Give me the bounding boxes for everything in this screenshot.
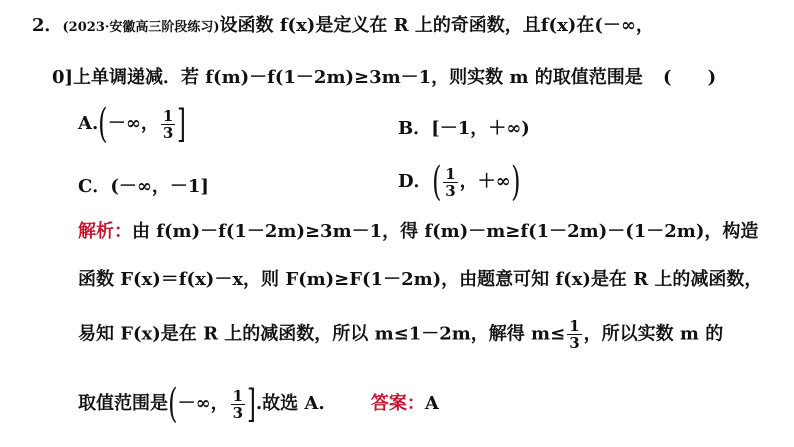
option-c-label: C．	[78, 176, 111, 197]
option-a-left-text: －∞，	[107, 113, 159, 134]
option-b	[398, 114, 530, 140]
solution-text-4a: 取值范围是	[78, 393, 168, 414]
solution-line-3-fraction-num: 1	[569, 317, 580, 335]
option-a-fraction-num: 1	[162, 106, 174, 125]
solution-text-1: 由 f(m)－f(1－2m)≥3m－1，得 f(m)－m≥f(1－2m)－(1－2m)，构造	[132, 221, 759, 242]
option-c-text: (－∞，－1]	[110, 176, 209, 197]
solution-line-3	[78, 318, 723, 351]
solution-text-3a: 易知 F(x)是在 R 上的减函数，所以 m≤1－2m，解得 m≤	[78, 323, 566, 345]
solution-line-4	[78, 381, 439, 427]
answer-blank: ( )	[663, 67, 717, 88]
option-b-label: B．	[398, 118, 432, 139]
option-d-right-paren: )	[510, 159, 521, 205]
solution-line-1	[78, 220, 758, 244]
solution-text-3b: ，所以实数 m 的	[583, 323, 724, 345]
solution-text-2: 函数 F(x)＝f(x)－x，则 F(m)≥F(1－2m)，由题意可知 f(x)是在 R 上的减函数，	[78, 269, 763, 290]
question-text-1: 设函数 f(x)是定义在 R 上的奇函数，且f(x)在(－∞，	[219, 15, 654, 36]
option-a-left-paren: (	[98, 101, 108, 147]
option-a-right-bracket: ]	[177, 102, 187, 146]
option-a-label: A.	[78, 113, 99, 134]
answer-label: 答案：	[370, 393, 425, 414]
option-d-fraction-den: 3	[445, 181, 456, 200]
option-d-fraction	[443, 166, 457, 199]
solution-line-4-fraction-den: 3	[232, 403, 244, 422]
answer-value: A	[424, 393, 439, 414]
solution-line-2	[78, 268, 762, 292]
solution-line-3-fraction-den: 3	[569, 334, 580, 352]
solution-line-4-fraction	[231, 388, 245, 421]
option-d-left-paren: (	[431, 159, 442, 205]
option-c	[78, 172, 209, 198]
solution-range-left-paren: (	[168, 381, 178, 427]
question-source: (2023·安徽高三阶段练习)	[62, 20, 220, 35]
option-b-text: [－1，＋∞)	[431, 118, 530, 139]
solution-range-left-text: －∞，	[177, 393, 229, 414]
solution-text-4b: .故选 A.	[255, 393, 325, 414]
solution-line-4-fraction-num: 1	[232, 386, 244, 405]
question-line-2	[52, 66, 716, 90]
question-number: 2．	[32, 15, 63, 36]
solution-label: 解析：	[78, 221, 132, 242]
solution-line-3-fraction	[567, 318, 581, 351]
question-line-1	[32, 14, 654, 40]
option-a-fraction-den: 3	[162, 123, 174, 142]
question-text-2: 0]上单调递减．若 f(m)－f(1－2m)≥3m－1，则实数 m 的取值范围是	[52, 67, 643, 88]
option-a	[78, 101, 187, 147]
solution-range-right-bracket: ]	[247, 382, 256, 426]
option-d	[398, 159, 521, 205]
option-d-right-text: ，＋∞	[459, 171, 511, 192]
option-d-fraction-num: 1	[445, 164, 456, 183]
option-a-fraction	[161, 108, 175, 141]
option-d-label: D．	[398, 171, 432, 192]
